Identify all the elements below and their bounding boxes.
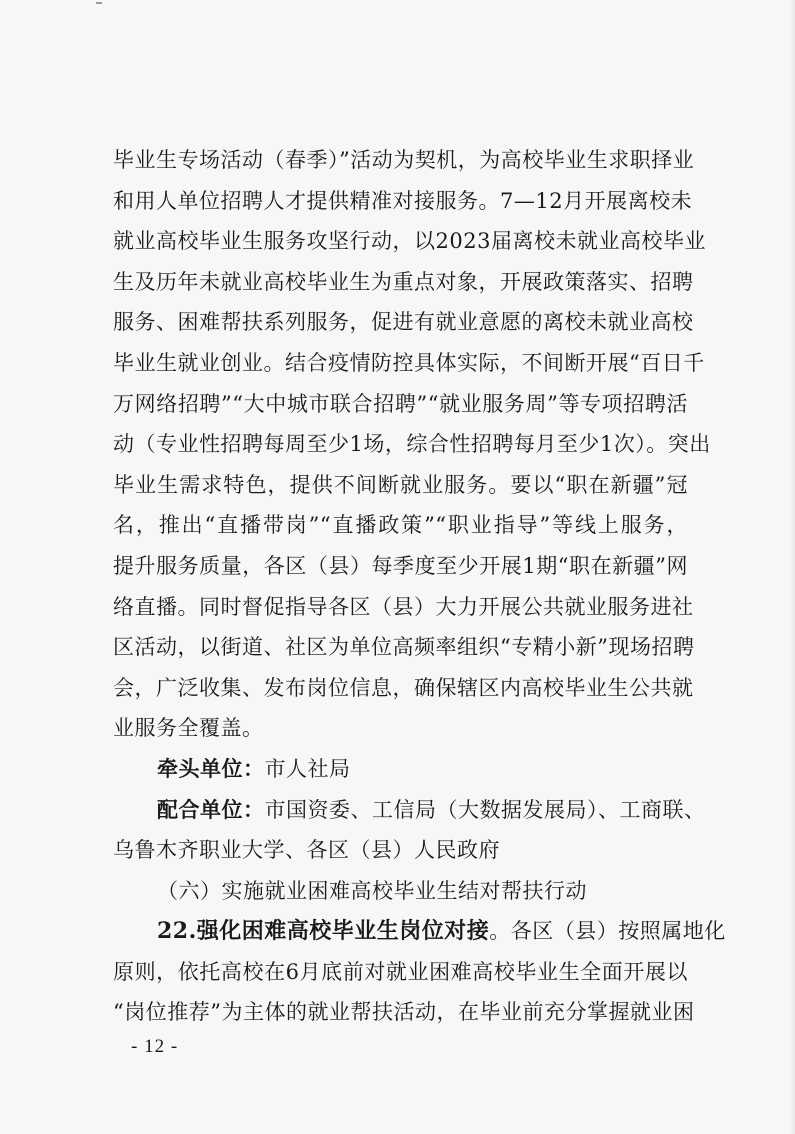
lead-unit-value: 市人社局 bbox=[264, 756, 351, 781]
paragraph-line: 毕业生就业创业。结合疫情防控具体实际，不间断开展“百日千 bbox=[113, 350, 705, 375]
item-22-title: 22.强化困难高校毕业生岗位对接 bbox=[157, 918, 490, 945]
paragraph-line: 动（专业性招聘每周至少1场，综合性招聘每月至少1次）。突出 bbox=[113, 432, 711, 457]
paragraph-line: 万网络招聘”“大中城市联合招聘”“就业服务周”等专项招聘活 bbox=[113, 391, 688, 416]
paragraph-line: 提升服务质量，各区（县）每季度至少开展1期“职在新疆”网 bbox=[113, 553, 688, 578]
paragraph-line: 就业高校毕业生服务攻坚行动，以2023届离校未就业高校毕业 bbox=[113, 229, 706, 254]
coop-unit-line-continued: 乌鲁木齐职业大学、各区（县）人民政府 bbox=[113, 838, 500, 863]
paragraph-line: 毕业生专场活动（春季）”活动为契机，为高校毕业生求职择业 bbox=[113, 148, 695, 172]
item-22-text: 。各区（县）按照属地化 bbox=[489, 919, 726, 944]
coop-unit-line bbox=[113, 790, 706, 831]
page-edge-shadow bbox=[789, 0, 795, 1134]
paragraph-line: 毕业生需求特色，提供不间断就业服务。要以“职在新疆”冠 bbox=[113, 472, 688, 497]
lead-unit-line bbox=[113, 749, 688, 790]
paragraph-line: 区活动，以街道、社区为单位高频率组织“专精小新”现场招聘 bbox=[113, 635, 695, 660]
paragraph-line: “岗位推荐”为主体的就业帮扶活动，在毕业前充分掌握就业困 bbox=[113, 1000, 695, 1025]
paragraph-line: 名，推出“直播带岗”“直播政策”“职业指导”等线上服务， bbox=[113, 513, 688, 538]
paragraph-line: 和用人单位招聘人才提供精准对接服务。7—12月开展离校未 bbox=[113, 188, 693, 213]
coop-unit-label: 配合单位： bbox=[157, 796, 265, 822]
page-number: - 12 - bbox=[131, 1036, 179, 1057]
section-heading: （六）实施就业困难高校毕业生结对帮扶行动 bbox=[157, 878, 587, 903]
item-22-line bbox=[113, 911, 726, 952]
paragraph-line: 服务、困难帮扶系列服务，促进有就业意愿的离校未就业高校 bbox=[113, 310, 694, 335]
coop-unit-value: 市国资委、工信局（大数据发展局）、工商联、 bbox=[264, 797, 706, 822]
paragraph-line: 生及历年未就业高校毕业生为重点对象，开展政策落实、招聘 bbox=[113, 269, 694, 294]
paragraph-line: 原则，依托高校在6月底前对就业困难高校毕业生全面开展以 bbox=[113, 959, 688, 984]
paragraph-line: 络直播。同时督促指导各区（县）大力开展公共就业服务进社 bbox=[113, 594, 694, 619]
body-text bbox=[113, 140, 726, 1033]
paragraph-line: 会，广泛收集、发布岗位信息，确保辖区内高校毕业生公共就 bbox=[113, 675, 694, 700]
lead-unit-label: 牵头单位： bbox=[157, 755, 265, 781]
scan-mark bbox=[96, 2, 102, 4]
paragraph-line: 业服务全覆盖。 bbox=[113, 716, 264, 741]
